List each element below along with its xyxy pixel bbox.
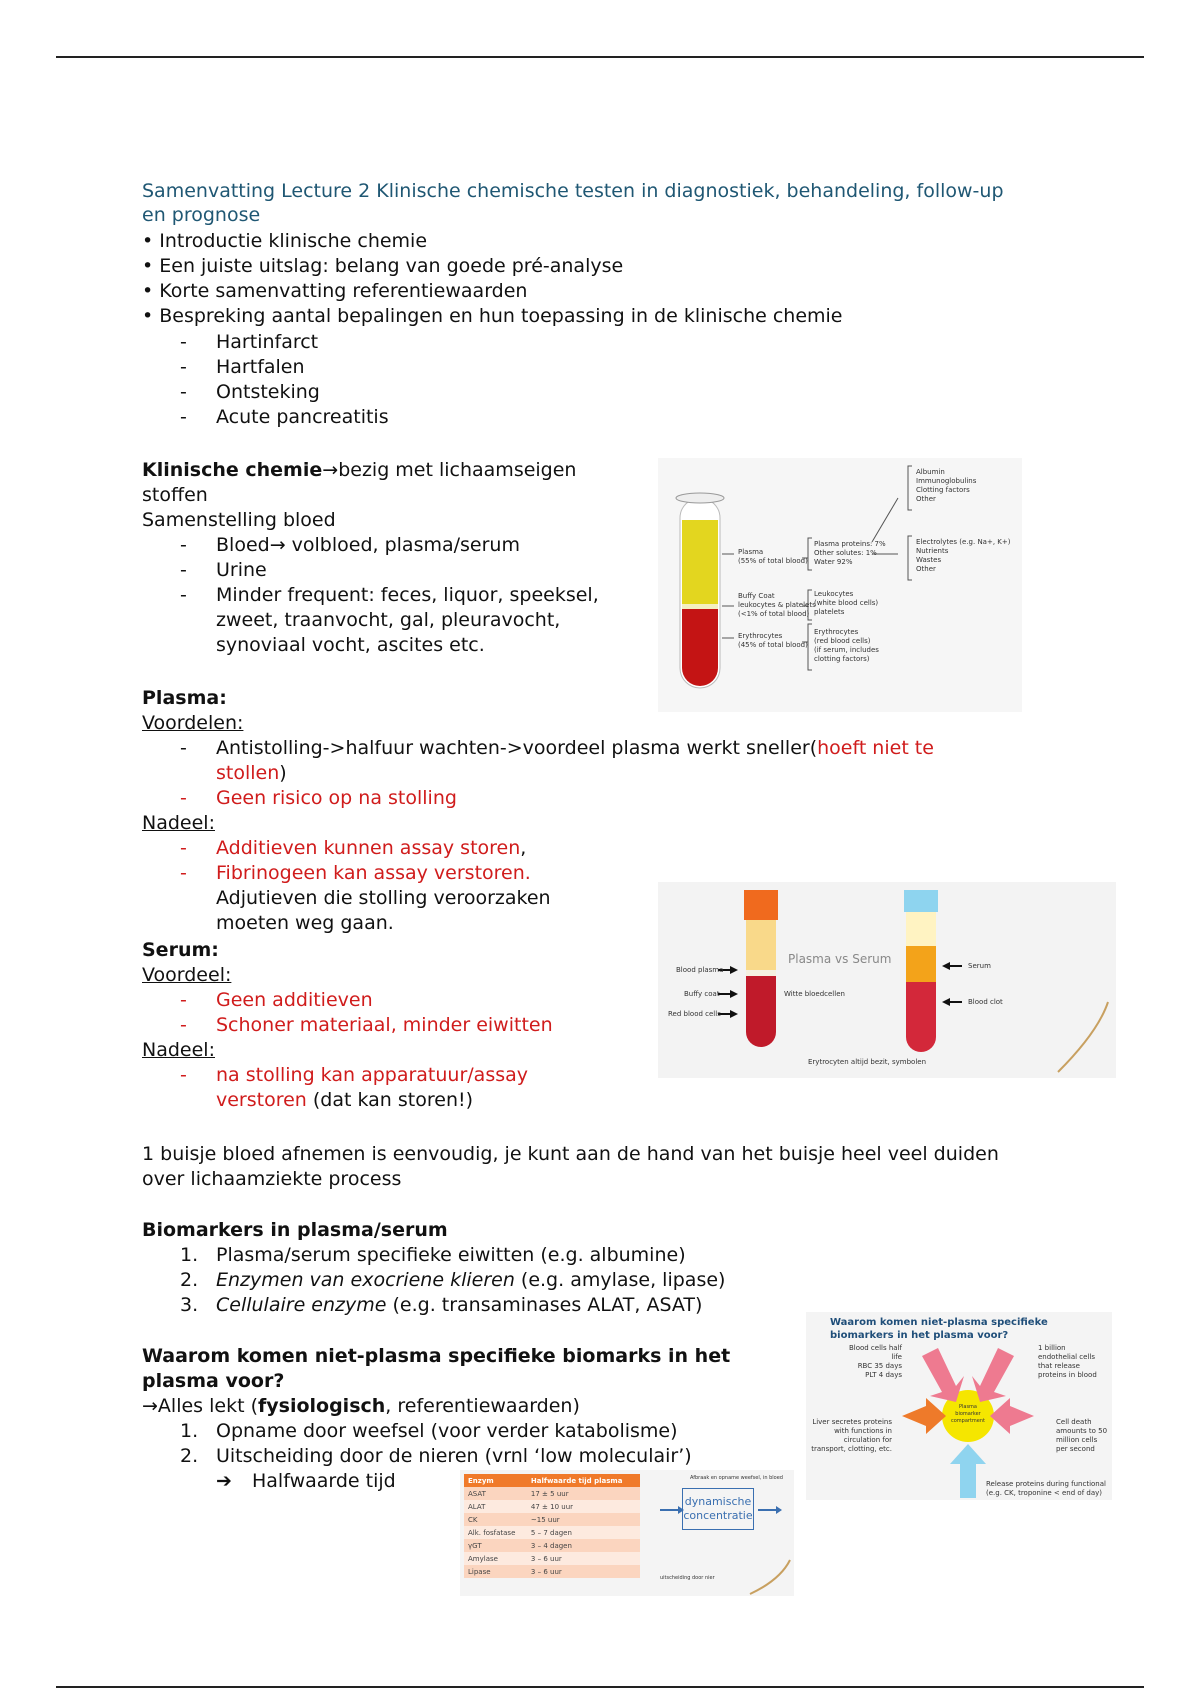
- list-item: - Fibrinogeen kan assay verstoren.: [180, 862, 531, 884]
- table-row: γGT 3 – 4 dagen: [464, 1539, 640, 1552]
- table-row: Lipase 3 – 6 uur: [464, 1565, 640, 1578]
- list-item: - na stolling kan apparatuur/assay: [180, 1064, 529, 1086]
- samenstelling-bloed: Samenstelling bloed: [142, 509, 336, 531]
- waarom-figure-title: Waarom komen niet-plasma specifieke biomarkers in het plasma voor?: [830, 1317, 1048, 1341]
- klinische-heading: Klinische chemie→bezig met lichaamseigen: [142, 459, 577, 481]
- intro-subitems: [180, 330, 389, 430]
- paragraph-line: 1 buisje bloed afnemen is eenvoudig, je kunt aan de hand van het buisje heel veel duiden: [142, 1143, 999, 1165]
- list-item: - Hartfalen: [180, 356, 305, 378]
- pvs-left-label: Blood plasma: [676, 966, 724, 974]
- pvs-center-label: Plasma vs Serum: [788, 952, 892, 966]
- pvs-right-label: Serum: [968, 962, 991, 970]
- pvs-right-label: Blood clot: [968, 998, 1003, 1006]
- leuko-label: Leukocytes (white blood cells) platelets: [814, 590, 879, 616]
- list-item: 1. Opname door weefsel (voor verder katabolisme): [180, 1420, 678, 1442]
- paragraph-line: over lichaamziekte process: [142, 1168, 402, 1190]
- buisje-paragraph: [142, 1142, 999, 1192]
- solutes-list: Electrolytes (e.g. Na+, K+) Nutrients Wastes Other: [916, 538, 1011, 573]
- waarom-right-top: 1 billion endothelial cells that release proteins in blood: [1038, 1344, 1097, 1379]
- list-item: 1. Plasma/serum specifieke eiwitten (e.g. albumine): [180, 1244, 686, 1266]
- list-item-continued: moeten weg gaan.: [216, 912, 394, 934]
- list-item: - Geen risico op na stolling: [180, 787, 457, 809]
- klinische-line-2: stoffen: [142, 484, 208, 506]
- waarom-left-mid: Liver secretes proteins with functions in circulation for transport, clotting, etc.: [811, 1418, 892, 1453]
- intro-bullets: [142, 229, 843, 329]
- serum-heading: Serum:: [142, 939, 219, 961]
- list-item-continued: zweet, traanvocht, gal, pleuravocht,: [216, 609, 561, 631]
- flow-arrows: [460, 1470, 794, 1596]
- serum-section: [142, 938, 553, 1113]
- intro-bullet: • Bespreking aantal bepalingen en hun toepassing in de klinische chemie: [142, 305, 843, 327]
- waarom-center: Plasma biomarker compartment: [950, 1404, 985, 1424]
- halfwaarde-figure: [460, 1470, 794, 1596]
- table-row: ASAT 17 ± 5 uur: [464, 1487, 640, 1500]
- waarom-heading-2: plasma voor?: [142, 1370, 285, 1392]
- plasma-composition: Plasma proteins: 7% Other solutes: 1% Water 92%: [814, 540, 886, 566]
- waarom-right-mid: Cell death amounts to 50 million cells per second: [1056, 1418, 1108, 1453]
- table-header: Enzym: [468, 1476, 494, 1485]
- list-item-continued: synoviaal vocht, ascites etc.: [216, 634, 485, 656]
- list-item: - Urine: [180, 559, 267, 581]
- list-item: - Additieven kunnen assay storen,: [180, 837, 527, 859]
- list-item: - Acute pancreatitis: [180, 406, 389, 428]
- pvs-left-label: Red blood cells: [668, 1010, 721, 1018]
- title-line-2: en prognose: [142, 204, 261, 226]
- intro-bullet: • Een juiste uitslag: belang van goede pré-analyse: [142, 255, 624, 277]
- list-item: 3. Cellulaire enzyme (e.g. transaminases ALAT, ASAT): [180, 1294, 703, 1316]
- pvs-bottom-label: Erytrocyten altijd bezit, symbolen: [808, 1058, 927, 1066]
- plasma-label: Plasma (55% of total blood): [738, 548, 808, 565]
- erythro-label: Erythrocytes (red blood cells) (if serum, includes clotting factors): [814, 628, 879, 663]
- klinische-section: [142, 458, 599, 658]
- proteins-list: Albumin Immunoglobulins Clotting factors Other: [916, 468, 977, 503]
- list-item-continued: stollen): [216, 762, 287, 784]
- voordelen-label: Voordelen:: [142, 712, 244, 734]
- biomarkers-heading: Biomarkers in plasma/serum: [142, 1219, 448, 1241]
- table-row: ALAT 47 ± 10 uur: [464, 1500, 640, 1513]
- buffy-label: Buffy Coat leukocytes & platelets (<1% of total blood): [738, 592, 816, 618]
- list-item: - Ontsteking: [180, 381, 320, 403]
- table-row: Amylase 3 – 6 uur: [464, 1552, 640, 1565]
- title-line-1: Samenvatting Lecture 2 Klinische chemische testen in diagnostiek, behandeling, follow-up: [142, 180, 1004, 202]
- waarom-figure: [806, 1312, 1112, 1500]
- plasma-vs-serum-figure: [658, 882, 1116, 1078]
- list-item: - Schoner materiaal, minder eiwitten: [180, 1014, 553, 1036]
- bottom-rule: [56, 1686, 1144, 1688]
- nadeel-label: Nadeel:: [142, 1039, 215, 1061]
- dynamische-concentratie-box: dynamische concentratie: [682, 1488, 754, 1530]
- waarom-left-top: Blood cells half life RBC 35 days PLT 4 days: [848, 1344, 902, 1379]
- list-item: - Antistolling->halfuur wachten->voordeel plasma werkt sneller(hoeft niet te: [180, 737, 934, 759]
- waarom-heading: Waarom komen niet-plasma specifieke biomarks in het: [142, 1345, 731, 1367]
- halfwaarde-top-note: Afbraak en opname weefsel, in bloed: [690, 1475, 783, 1481]
- list-item: - Geen additieven: [180, 989, 373, 1011]
- document-title: [142, 179, 1004, 227]
- list-item: - Bloed→ volbloed, plasma/serum: [180, 534, 520, 556]
- plasma-serum-tubes: [658, 882, 1116, 1078]
- intro-bullet: • Introductie klinische chemie: [142, 230, 428, 252]
- intro-bullet: • Korte samenvatting referentiewaarden: [142, 280, 528, 302]
- top-rule: [56, 56, 1144, 58]
- pvs-left-label: Buffy coat: [684, 990, 720, 998]
- table-header: Halfwaarde tijd plasma: [530, 1476, 623, 1485]
- biomarkers-section: [142, 1218, 725, 1318]
- pvs-mid-label: Witte bloedcellen: [784, 990, 845, 998]
- plasma-heading: Plasma:: [142, 687, 227, 709]
- list-item: ➔ Halfwaarde tijd: [216, 1470, 396, 1492]
- list-item-continued: Adjutieven die stolling veroorzaken: [216, 887, 551, 909]
- lekt-line: →Alles lekt (fysiologisch, referentiewaarden): [142, 1395, 580, 1417]
- nadeel-label: Nadeel:: [142, 812, 215, 834]
- table-row: Alk. fosfatase 5 – 7 dagen: [464, 1526, 640, 1539]
- ery-label: Erythrocytes (45% of total blood): [738, 632, 808, 649]
- waarom-bottom: Release proteins during functional (e.g. CK, troponine < end of day): [986, 1480, 1106, 1497]
- list-item: 2. Uitscheiding door de nieren (vrnl ‘low moleculair’): [180, 1445, 692, 1467]
- voordeel-label: Voordeel:: [142, 964, 232, 986]
- list-item: - Minder frequent: feces, liquor, speeksel,: [180, 584, 599, 606]
- halfwaarde-bottom-note: uitscheiding door nier: [660, 1575, 715, 1581]
- list-item: - Hartinfarct: [180, 331, 319, 353]
- list-item-continued: verstoren (dat kan storen!): [216, 1089, 474, 1111]
- table-row: CK ~15 uur: [464, 1513, 640, 1526]
- blood-composition-figure: [658, 458, 1022, 712]
- list-item: 2. Enzymen van exocriene klieren (e.g. amylase, lipase): [180, 1269, 726, 1291]
